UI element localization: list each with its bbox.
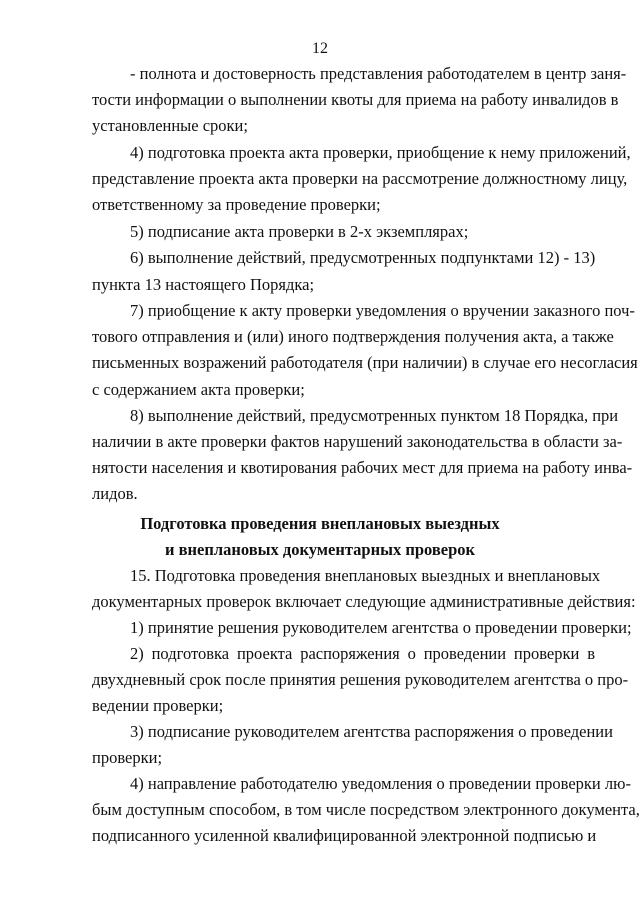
text-line: наличии в акте проверки фактов нарушений законодательства в области за- bbox=[92, 432, 623, 451]
text-line: лидов. bbox=[92, 484, 138, 503]
text-line: 1) принятие решения руководителем агентства о проведении проверки; bbox=[130, 618, 632, 637]
section-heading: Подготовка проведения внеплановых выездных bbox=[140, 514, 500, 533]
text-line: двухдневный срок после принятия решения руководителем агентства о про- bbox=[92, 670, 629, 689]
section-heading: и внеплановых документарных проверок bbox=[164, 540, 476, 559]
text-line: 6) выполнение действий, предусмотренных подпунктами 12) - 13) bbox=[130, 248, 596, 267]
text-line: пункта 13 настоящего Порядка; bbox=[92, 275, 315, 294]
text-line: проверки; bbox=[92, 748, 163, 767]
text-line: письменных возражений работодателя (при наличии) в случае его несогласия bbox=[92, 353, 638, 372]
text-line: 4) направление работодателю уведомления о проведении проверки лю- bbox=[130, 774, 631, 793]
text-line: бым доступным способом, в том числе посредством электронного документа, bbox=[92, 800, 640, 819]
text-line: тового отправления и (или) иного подтверждения получения акта, а также bbox=[92, 327, 614, 346]
text-line: 2) подготовка проекта распоряжения о проведении проверки в bbox=[130, 644, 595, 663]
text-line: ответственному за проведение проверки; bbox=[92, 195, 381, 214]
text-line: нятости населения и квотирования рабочих мест для приема на работу инва- bbox=[92, 458, 633, 477]
text-line: подписанного усиленной квалифицированной электронной подписью и bbox=[92, 826, 597, 845]
text-line: 5) подписание акта проверки в 2-х экземплярах; bbox=[130, 222, 469, 241]
text-line: ведении проверки; bbox=[92, 696, 224, 715]
text-line: представление проекта акта проверки на рассмотрение должностному лицу, bbox=[92, 169, 628, 188]
text-line: 4) подготовка проекта акта проверки, приобщение к нему приложений, bbox=[130, 143, 631, 162]
text-line: с содержанием акта проверки; bbox=[92, 380, 305, 399]
text-line: установленные сроки; bbox=[92, 116, 248, 135]
text-line: 7) приобщение к акту проверки уведомления о вручении заказного поч- bbox=[130, 301, 635, 320]
text-line: - полнота и достоверность представления работодателем в центр заня- bbox=[130, 64, 627, 83]
text-line: документарных проверок включает следующие административные действия: bbox=[92, 592, 636, 611]
text-line: 8) выполнение действий, предусмотренных пунктом 18 Порядка, при bbox=[130, 406, 619, 425]
page-number: 12 bbox=[312, 40, 328, 57]
text-line: тости информации о выполнении квоты для приема на работу инвалидов в bbox=[92, 90, 619, 109]
text-line: 3) подписание руководителем агентства распоряжения о проведении bbox=[130, 722, 613, 741]
text-line: 15. Подготовка проведения внеплановых выездных и внеплановых bbox=[130, 566, 601, 585]
